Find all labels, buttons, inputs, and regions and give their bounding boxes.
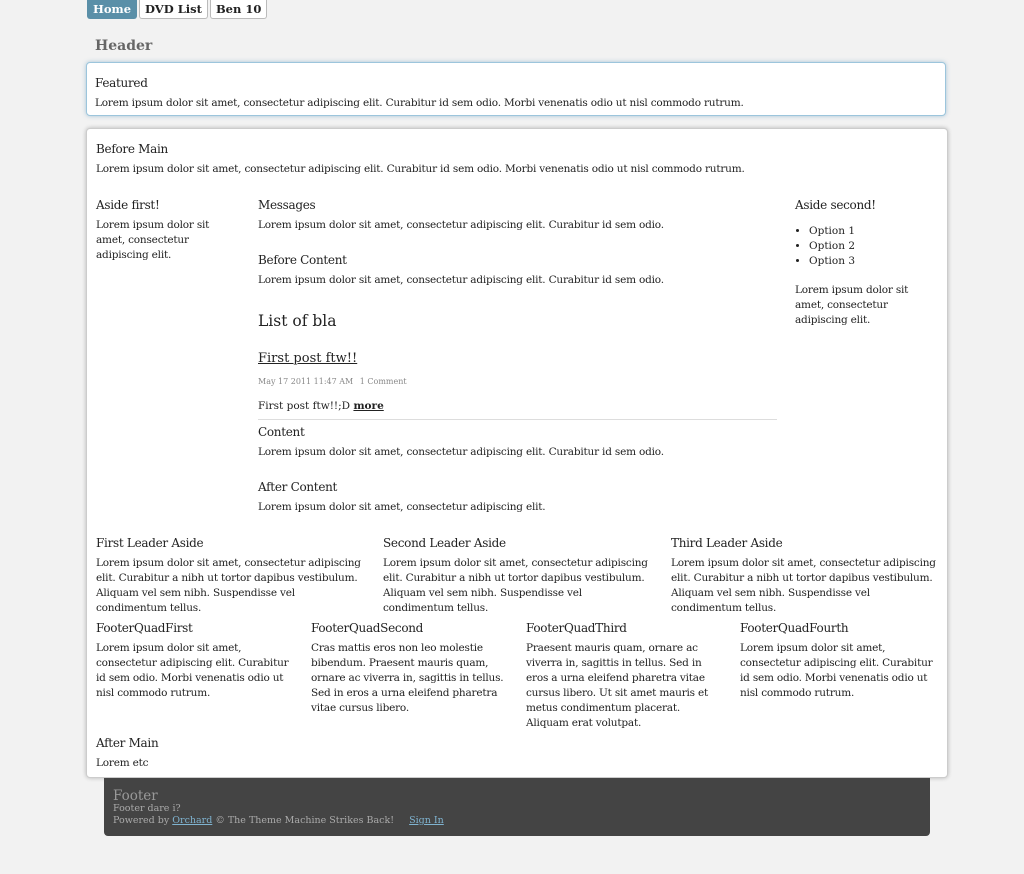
post-title: [258, 351, 357, 366]
aside-first-text: Lorem ipsum dolor sit amet, consectetur adipiscing elit.: [96, 219, 210, 261]
footer-quad-fourth-text: Lorem ipsum dolor sit amet, consectetur adipiscing elit. Curabitur id sem odio. Morbi venenatis odio ut nisl commodo rutrum.: [740, 642, 933, 699]
footer-quad-third-title: FooterQuadThird: [526, 621, 627, 635]
footer-credit-line: [113, 815, 921, 827]
content-title: Content: [258, 425, 305, 439]
after-main-zone: [96, 736, 396, 771]
footer-line1: Footer dare i?: [113, 803, 181, 814]
after-main-title: After Main: [96, 736, 159, 750]
footer-quad-third-text: Praesent mauris quam, ornare ac viverra in, sagittis in tellus. Sed in eros a urna eleifend pharetra vitae cursus libero. Ut sit amet mauris et metus condimentum placerat. Aliquam erat volutpat.: [526, 642, 709, 729]
post-body-text: First post ftw!!;D: [258, 400, 351, 412]
post-meta: [258, 377, 411, 386]
footer-quad-first-text: Lorem ipsum dolor sit amet, consectetur adipiscing elit. Curabitur id sem odio. Morbi venenatis odio ut nisl commodo rutrum.: [96, 642, 289, 699]
footer-quad-third-zone: [526, 621, 722, 731]
before-content-title: Before Content: [258, 253, 347, 267]
after-content-text: Lorem ipsum dolor sit amet, consectetur adipiscing elit.: [258, 501, 546, 513]
tripel-second-title: Second Leader Aside: [383, 536, 506, 550]
post-body: [258, 400, 384, 412]
tripel-first-title: First Leader Aside: [96, 536, 204, 550]
orchard-link[interactable]: Orchard: [172, 815, 213, 826]
messages-title: Messages: [258, 198, 316, 212]
aside-second-text: Lorem ipsum dolor sit amet, consectetur adipiscing elit.: [795, 284, 909, 326]
footer-title: Footer: [113, 788, 158, 804]
aside-second-zone: [795, 198, 935, 328]
tripel-third-title: Third Leader Aside: [671, 536, 783, 550]
featured-title: Featured: [95, 76, 148, 90]
footer-quad-second-title: FooterQuadSecond: [311, 621, 424, 635]
content-zone: [258, 425, 778, 460]
aside-first-title: Aside first!: [96, 198, 160, 212]
menu-item-home[interactable]: Home: [87, 0, 137, 19]
post-divider: [258, 419, 777, 420]
list-title: List of bla: [258, 312, 337, 330]
before-content-text: Lorem ipsum dolor sit amet, consectetur adipiscing elit. Curabitur id sem odio.: [258, 274, 664, 286]
tripel-second-zone: [383, 536, 649, 616]
header-title: Header: [95, 38, 153, 54]
post-title-link[interactable]: First post ftw!!: [258, 351, 358, 366]
before-main-text: Lorem ipsum dolor sit amet, consectetur adipiscing elit. Curabitur id sem odio. Morbi venenatis odio ut nisl commodo rutrum.: [96, 163, 745, 175]
aside-first-zone: [96, 198, 236, 263]
sign-in-link[interactable]: Sign In: [409, 815, 444, 826]
before-main-zone: [96, 142, 936, 177]
footer-powered-by: Powered by: [113, 815, 170, 826]
aside-option-item: • Option 1: [809, 224, 935, 239]
footer-credit: © The Theme Machine Strikes Back!: [215, 815, 395, 826]
main-menu: [87, 0, 267, 19]
after-main-text: Lorem etc: [96, 757, 149, 769]
messages-text: Lorem ipsum dolor sit amet, consectetur adipiscing elit. Curabitur id sem odio.: [258, 219, 664, 231]
featured-zone: [86, 62, 946, 116]
messages-zone: [258, 198, 778, 233]
after-content-zone: [258, 480, 778, 515]
tripel-second-text: Lorem ipsum dolor sit amet, consectetur adipiscing elit. Curabitur a nibh ut tortor dapibus vestibulum. Aliquam vel sem nibh. Suspendisse vel condimentum tellus.: [383, 557, 648, 614]
featured-text: Lorem ipsum dolor sit amet, consectetur adipiscing elit. Curabitur id sem odio. Morbi venenatis odio ut nisl commodo rutrum.: [95, 97, 744, 109]
aside-option-item: • Option 3: [809, 254, 935, 269]
tripel-third-zone: [671, 536, 937, 616]
footer-quad-first-zone: [96, 621, 292, 701]
footer-quad-second-zone: [311, 621, 507, 716]
post-date: May 17 2011 11:47 AM: [258, 377, 354, 386]
aside-option-item: • Option 2: [809, 239, 935, 254]
tripel-first-zone: [96, 536, 362, 616]
aside-second-title: Aside second!: [795, 198, 876, 212]
before-content-zone: [258, 253, 778, 288]
post-more-link[interactable]: more: [353, 400, 384, 412]
main-wrapper: [86, 128, 948, 778]
post-comments[interactable]: 1 Comment: [359, 377, 407, 386]
aside-second-options: [795, 224, 935, 269]
menu-item-ben-10[interactable]: Ben 10: [210, 0, 267, 19]
tripel-third-text: Lorem ipsum dolor sit amet, consectetur adipiscing elit. Curabitur a nibh ut tortor dapibus vestibulum. Aliquam vel sem nibh. Suspendisse vel condimentum tellus.: [671, 557, 936, 614]
footer-quad-second-text: Cras mattis eros non leo molestie bibendum. Praesent mauris quam, ornare ac viverra in, sagittis in tellus. Sed in eros a urna eleifend pharetra vitae cursus libero.: [311, 642, 504, 714]
tripel-first-text: Lorem ipsum dolor sit amet, consectetur adipiscing elit. Curabitur a nibh ut tortor dapibus vestibulum. Aliquam vel sem nibh. Suspendisse vel condimentum tellus.: [96, 557, 361, 614]
before-main-title: Before Main: [96, 142, 168, 156]
footer-quad-fourth-zone: [740, 621, 936, 701]
menu-item-dvd-list[interactable]: DVD List: [139, 0, 208, 19]
site-footer: [104, 778, 930, 836]
footer-quad-fourth-title: FooterQuadFourth: [740, 621, 849, 635]
content-text: Lorem ipsum dolor sit amet, consectetur adipiscing elit. Curabitur id sem odio.: [258, 446, 664, 458]
featured-widget: [95, 76, 935, 111]
footer-quad-first-title: FooterQuadFirst: [96, 621, 193, 635]
after-content-title: After Content: [258, 480, 338, 494]
